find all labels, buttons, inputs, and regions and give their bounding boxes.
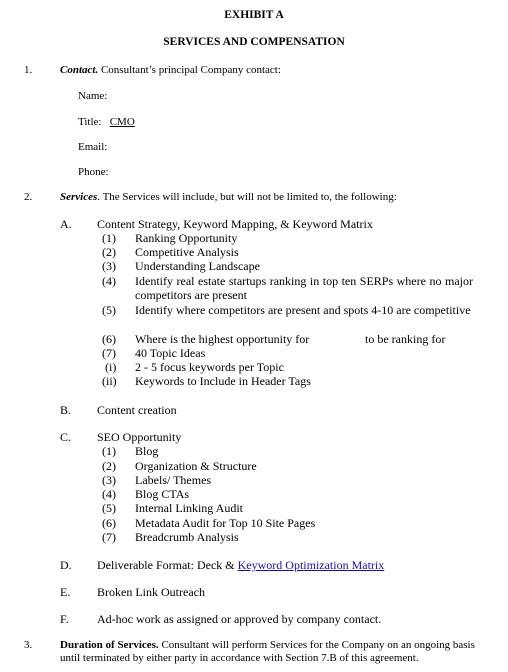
item-d-line — [97, 558, 384, 573]
list-item-text: Identify real estate startups ranking in top ten SERPs where no major competitors are present — [135, 274, 473, 302]
list-item-number: (2) — [102, 245, 116, 259]
list-item-text: Organization & Structure — [135, 459, 257, 473]
list-item-number: (4) — [102, 274, 116, 288]
item-d-letter: D. — [60, 558, 72, 572]
list-item-text: Identify where competitors are present and spots 4-10 are competitive — [135, 303, 471, 317]
exhibit-label: EXHIBIT A — [224, 9, 284, 21]
list-item-text: Blog CTAs — [135, 487, 190, 501]
document-heading: SERVICES AND COMPENSATION — [163, 36, 345, 48]
item-f-letter: F. — [60, 612, 69, 626]
list-item-number: (2) — [102, 459, 116, 473]
section-1-line — [60, 64, 281, 76]
list-item-text: 2 - 5 focus keywords per Topic — [135, 360, 284, 374]
item-e-text: Broken Link Outreach — [97, 585, 205, 599]
list-item-text: Understanding Landscape — [135, 259, 260, 273]
list-item-text: Breadcrumb Analysis — [135, 530, 239, 544]
section-3-label: Duration of Services. — [60, 639, 159, 651]
title-field — [78, 116, 135, 128]
section-1-label: Contact. — [60, 64, 99, 76]
list-item-number: (3) — [102, 473, 116, 487]
list-item-number: (3) — [102, 259, 116, 273]
list-item-number: (ii) — [102, 374, 117, 388]
list-item-number: (6) — [102, 516, 116, 530]
list-item-text: Keywords to Include in Header Tags — [135, 374, 311, 388]
list-item-text: Competitive Analysis — [135, 245, 239, 259]
section-3-paragraph — [60, 639, 480, 665]
section-1-number: 1. — [24, 64, 33, 76]
section-2-number: 2. — [24, 191, 33, 203]
email-field-label: Email: — [78, 141, 108, 153]
list-item-number: (i) — [105, 360, 117, 374]
list-item-text: Internal Linking Audit — [135, 501, 243, 515]
list-item-text: Ranking Opportunity — [135, 231, 238, 245]
keyword-matrix-link[interactable]: Keyword Optimization Matrix — [237, 558, 385, 572]
list-item-number: (7) — [102, 346, 116, 360]
item-e-letter: E. — [60, 585, 71, 599]
list-item-number: (1) — [102, 231, 116, 245]
list-item-number: (6) — [102, 332, 116, 346]
item-a-title: Content Strategy, Keyword Mapping, & Keyword Matrix — [97, 217, 373, 231]
item-a-letter: A. — [60, 217, 72, 231]
section-3-number: 3. — [24, 639, 33, 651]
section-2-line — [60, 191, 397, 203]
list-item-number: (4) — [102, 487, 116, 501]
section-2-text: . The Services will include, but will not be limited to, the following: — [97, 191, 397, 203]
list-item-text: 40 Topic Ideas — [135, 346, 206, 360]
list-item-text: Labels/ Themes — [135, 473, 212, 487]
section-2-label: Services — [60, 191, 98, 203]
list-item-number: (5) — [102, 501, 116, 515]
item-b-letter: B. — [60, 403, 72, 417]
list-item-text: Where is the highest opportunity for — [135, 332, 310, 346]
item-c-title: SEO Opportunity — [97, 430, 182, 444]
item-d-text: Deliverable Format: Deck & — [97, 558, 238, 572]
title-field-label: Title: — [78, 116, 102, 128]
list-item-text: Metadata Audit for Top 10 Site Pages — [135, 516, 316, 530]
title-field-value: CMO — [109, 116, 135, 128]
list-item-number: (5) — [102, 303, 116, 317]
phone-field-label: Phone: — [78, 166, 109, 178]
list-item-text-continued: to be ranking for — [365, 332, 446, 346]
list-item-text: Blog — [135, 444, 159, 458]
item-b-title: Content creation — [97, 403, 177, 417]
section-1-text: Consultant’s principal Company contact: — [100, 64, 281, 76]
section-3-text: Consultant will perform Services for the Company on an ongoing basis until terminated by either party in accordance with Section 7.B of this agreement. — [60, 639, 475, 664]
name-field-label: Name: — [78, 90, 108, 102]
item-c-letter: C. — [60, 430, 72, 444]
list-item-number: (1) — [102, 444, 116, 458]
list-item-number: (7) — [102, 530, 116, 544]
item-f-text: Ad-hoc work as assigned or approved by company contact. — [97, 612, 382, 626]
